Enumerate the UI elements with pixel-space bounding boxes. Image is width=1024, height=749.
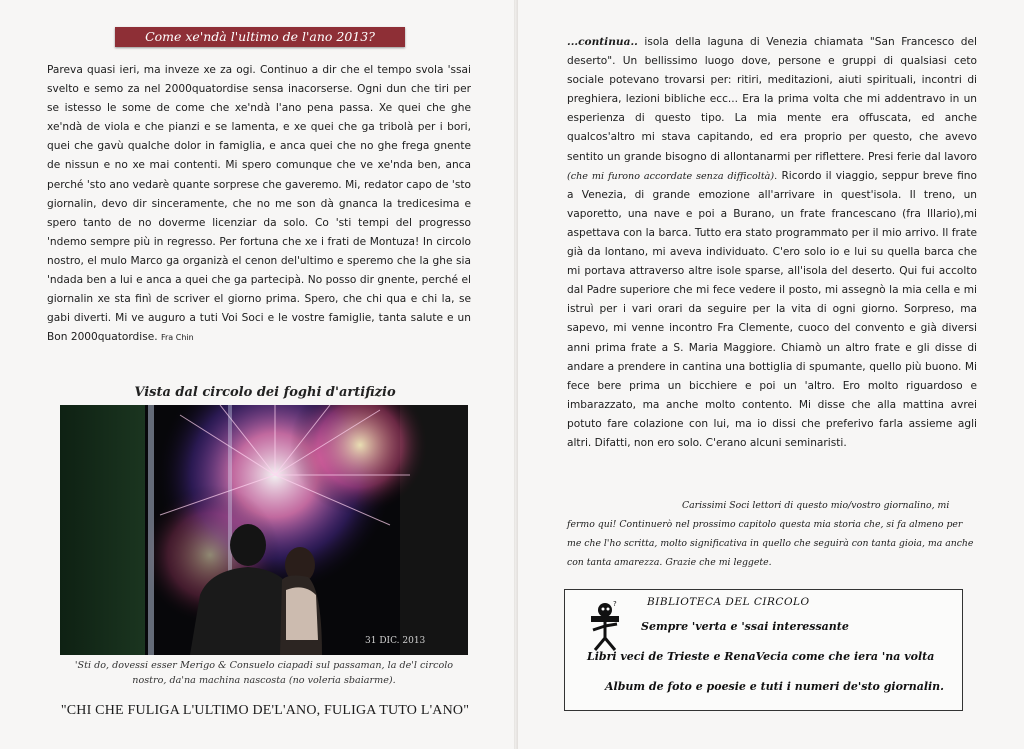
continua-label: ...continua.. xyxy=(567,36,638,48)
library-title: BIBLIOTECA DEL CIRCOLO xyxy=(647,596,810,608)
fireworks-illustration xyxy=(60,405,468,655)
library-line-1: Sempre 'verta e 'ssai interessante xyxy=(641,620,849,633)
story-body xyxy=(567,33,977,453)
story-italic-aside: (che mi furono accordate senza difficoltà). xyxy=(567,170,778,182)
closing-quote: "CHI CHE FULIGA L'ULTIMO DE'L'ANO, FULIGA TUTO L'ANO" xyxy=(60,703,470,718)
photo-heading: Vista dal circolo dei foghi d'artifizio xyxy=(134,385,396,400)
photo-date-stamp: 31 DIC. 2013 xyxy=(365,636,426,646)
library-line-2: Libri veci de Trieste e RenaVecia come che iera 'na volta xyxy=(587,650,935,663)
right-page xyxy=(518,0,1024,749)
library-box xyxy=(564,589,963,711)
article-title: Come xe'ndà l'ultimo de l'ano 2013? xyxy=(115,27,405,47)
article-paragraph: Pareva quasi ieri, ma inveze xe za ogi. Continuo a dir che el tempo svola 'ssai svelto e semo za nel 2000quatordise sensa inacorserse. Ogni dun che tiri per se istesso le some de come che xe'ndà l'ano pena passa. Xe quei che ghe xe'ndà de viola e che pianzi e se lamenta, e xe quei che ga tribolà per i bori, quei che gavù qualche dolor in famiglia, e anca quei che no ghe frega gnente de nissun e no xe mai contenti. Mi spero comunque che ve xe'nda ben, anca perché 'sto ano vedarè quante sorprese che gaveremo. Mi, redator capo de 'sto giornalin, devo dir sinceramente, che no me son dà gnanca la tredicesima e spero tanto de no doverme licenziar da solo. Co 'sti tempi del progresso 'ndemo sempre più in regresso. Per fortuna che xe i frati de Montuza! In circolo nostro, el mulo Marco ga organizà el cenon del'ultimo e speremo che la ghe sia 'ndada ben a lui e anca a quei che ga partecipà. No posso dir gnente, perché el giornalin xe sta finì de scriver el giorno prima. Spero, che chi qua e chi la, se gabi diverti. Mi ve auguro a tuti Voi Soci e le vostre famiglie, tanta salute e un Bon 2000quatordise. xyxy=(47,64,471,344)
article-body xyxy=(47,61,471,347)
reading-figure-icon xyxy=(585,600,625,652)
article-signature: Fra Chin xyxy=(160,333,194,343)
svg-text:?: ? xyxy=(613,600,617,608)
library-line-3: Album de foto e poesie e tuti i numeri de'sto giornalin. xyxy=(605,680,945,693)
fireworks-photo xyxy=(60,405,468,655)
photo-caption: 'Sti do, dovessi esser Merigo & Consuelo ciapadi sul passaman, la de'l circolo nostro, da'na machina nascosta (no voleria sbaiarme). xyxy=(74,660,454,686)
story-paragraph-2: Ricordo il viaggio, seppur breve fino a Venezia, di grande emozione all'arrivare in quest'isola. Il treno, un vaporetto, una nave e poi a Burano, un frate francescano (fra Illario),mi aspettava con la barca. Tutto era stato programmato per il mio arrivo. Il frate già da lontano, mi aveva individuato. C'ero solo io e lui su quella barca che mi portava attraverso altre isole sparse, all'isola del deserto. Qui fui accolto dal Padre superiore che mi fece vedere il posto, mi assegnò la mia cella e mi istruì per i vari orari da seguire per la vita di ogni giorno. Sorpreso, ma sapevo, mi venne incontro Fra Clemente, cuoco del convento e già diversi anni prima frate a S. Maria Maggiore. Chiamò un altro frate e gli disse di andare a prendere in cantina una bottiglia di spumante, quello più buono. Mi fece bere prima un bicchiere e poi un 'altro. Ero molto riguardoso e imbarazzato, ma anche molto contento. Mi disse che alla mattina avrei potuto fare colazione con lui, ma io dissi che preferivo farla assieme agli altri. Difatti, non ero solo. C'erano alcuni seminaristi. xyxy=(567,169,977,449)
story-paragraph-1: isola della laguna di Venezia chiamata "San Francesco del deserto". Un bellissimo luogo dove, persone e gruppi di qualsiasi ceto sociale potevano trovarsi per: ritiri, meditazioni, aiuti spirituali, incontri di preghiera, lezioni bibliche ecc... Era la prima volta che mi addentravo in un esperienza di questo tipo. La mia mente era offuscata, ed anche qualcos'altro mi stava capitando, ed era proprio per questo, che avevo sentito un grande bisogno di allontanarmi per riflettere. Presi ferie dal lavoro xyxy=(567,36,977,163)
closing-note xyxy=(567,496,977,572)
closing-note-text: Carissimi Soci lettori di questo mio/vostro giornalino, mi fermo qui! Continuerò nel prossimo capitolo questa mia storia che, si fa almeno per me che l'ho scritta, molto significativa in quello che seguirà con tanta gioia, ma anche con tanta amarezza. Grazie che mi leggete. xyxy=(567,500,974,568)
bleed-through-text xyxy=(964,0,1024,749)
